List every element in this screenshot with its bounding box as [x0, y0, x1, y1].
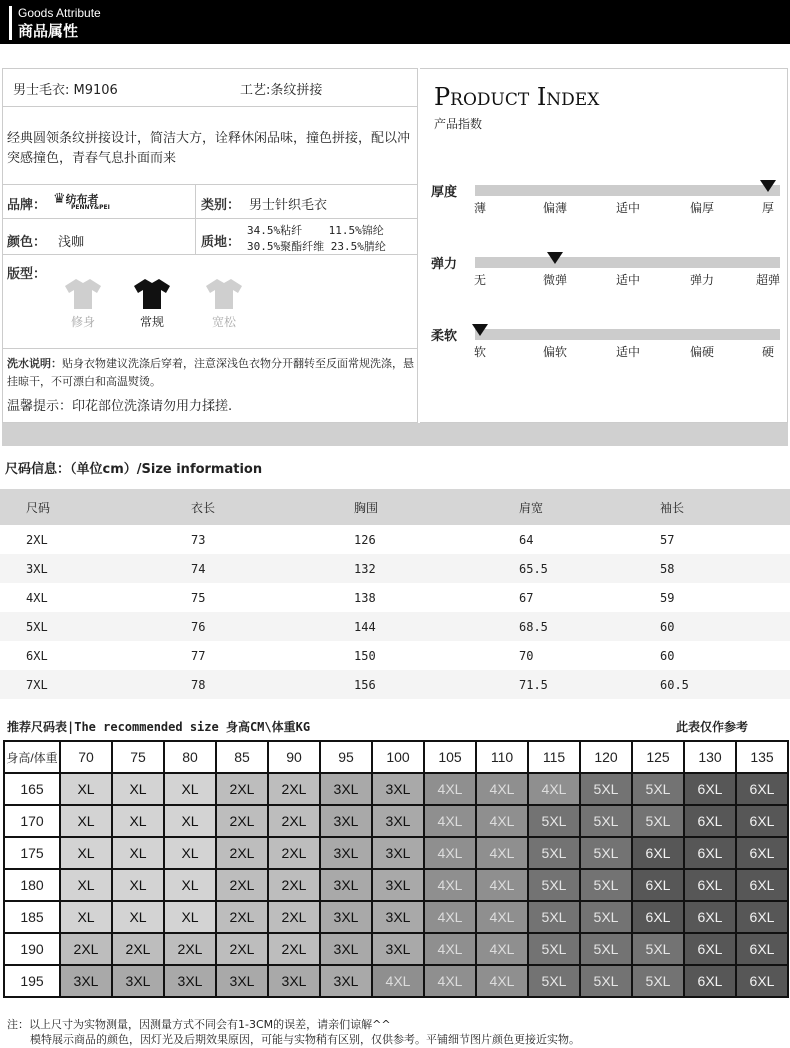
recommend-cell: 5XL — [632, 933, 684, 965]
recommend-cell: 4XL — [424, 773, 476, 805]
recommend-cell: 4XL — [476, 837, 528, 869]
index-tick: 厚 — [761, 201, 775, 215]
size-cell: 64 — [519, 532, 534, 547]
size-table — [0, 489, 790, 699]
table-row — [4, 965, 788, 997]
recommend-cell: 6XL — [684, 805, 736, 837]
size-cell: 144 — [330, 612, 495, 641]
weight-header: 120 — [580, 741, 632, 773]
recommend-cell: XL — [60, 837, 112, 869]
product-index-subtitle: 产品指数 — [434, 117, 483, 131]
index-tick: 软 — [473, 345, 487, 359]
recommend-cell: 3XL — [372, 837, 424, 869]
table-row — [0, 554, 790, 583]
size-cell: 3XL — [0, 554, 165, 583]
recommend-cell: 5XL — [632, 965, 684, 997]
index-tick: 微弹 — [542, 273, 568, 287]
table-row — [0, 612, 790, 641]
recommend-cell: 4XL — [372, 965, 424, 997]
recommend-cell: 6XL — [684, 869, 736, 901]
recommend-cell: XL — [112, 773, 164, 805]
recommend-cell: 5XL — [580, 933, 632, 965]
index-label-0: 厚度 — [431, 185, 458, 200]
recommend-cell: 3XL — [372, 805, 424, 837]
recommend-cell: 4XL — [424, 901, 476, 933]
height-header: 175 — [4, 837, 60, 869]
recommend-cell: 5XL — [632, 773, 684, 805]
recommend-cell: 2XL — [216, 773, 268, 805]
recommend-cell: 3XL — [372, 933, 424, 965]
product-index-panel — [420, 68, 788, 423]
section-header — [0, 0, 790, 44]
weight-header: 70 — [60, 741, 112, 773]
recommend-cell: 6XL — [736, 805, 788, 837]
table-row — [0, 583, 790, 612]
height-header: 170 — [4, 805, 60, 837]
recommend-cell: 5XL — [580, 965, 632, 997]
size-cell: 2XL — [26, 532, 48, 547]
recommend-cell: 3XL — [60, 965, 112, 997]
material-line-1: 34.5%粘纤 11.5%锦纶 — [247, 224, 384, 237]
index-tick: 超弹 — [755, 273, 781, 287]
index-marker-icon — [547, 252, 563, 264]
weight-header: 95 — [320, 741, 372, 773]
recommend-cell: 6XL — [736, 933, 788, 965]
recommend-cell: 5XL — [528, 837, 580, 869]
recommend-cell: 4XL — [476, 773, 528, 805]
size-info-title: 尺码信息：（单位cm）/Size information — [5, 462, 263, 477]
weight-header: 100 — [372, 741, 424, 773]
size-cell: 71.5 — [495, 670, 660, 699]
recommend-title: 推荐尺码表|The recommended size 身高CM\体重KG — [7, 720, 311, 734]
size-cell: 59 — [660, 590, 675, 605]
height-header: 185 — [4, 901, 60, 933]
recommend-cell: 5XL — [528, 869, 580, 901]
recommend-cell: 6XL — [632, 869, 684, 901]
recommend-cell: 2XL — [216, 933, 268, 965]
recommend-cell: 6XL — [736, 773, 788, 805]
fit-row — [3, 255, 417, 349]
index-track-0 — [475, 185, 780, 196]
tshirt-icon — [132, 277, 172, 311]
index-tick: 适中 — [615, 273, 641, 287]
recommend-cell: 6XL — [684, 837, 736, 869]
recommend-cell: 6XL — [632, 837, 684, 869]
size-cell: 77 — [191, 648, 206, 663]
size-cell: 58 — [660, 554, 790, 583]
index-marker-icon — [472, 324, 488, 336]
recommend-cell: 4XL — [424, 965, 476, 997]
recommend-cell: 4XL — [476, 933, 528, 965]
size-cell: 76 — [165, 612, 330, 641]
product-craft: 工艺:条纹拼接 — [240, 83, 323, 98]
recommend-cell: XL — [60, 869, 112, 901]
index-tick: 弹力 — [689, 273, 715, 287]
size-cell: 150 — [354, 648, 376, 663]
logo-glyph-icon: ♛ — [53, 191, 66, 207]
recommend-cell: 3XL — [320, 965, 372, 997]
recommend-cell: 3XL — [320, 805, 372, 837]
recommend-cell: 6XL — [684, 901, 736, 933]
index-label-2: 柔软 — [431, 329, 458, 344]
recommend-cell: 4XL — [476, 805, 528, 837]
tshirt-icon — [63, 277, 103, 311]
size-cell: 4XL — [26, 590, 48, 605]
recommend-cell: 3XL — [372, 901, 424, 933]
size-cell: 60.5 — [660, 670, 790, 699]
recommend-cell: 3XL — [320, 773, 372, 805]
table-row — [4, 837, 788, 869]
header-accent-bar — [9, 6, 12, 40]
recommend-cell: 3XL — [372, 869, 424, 901]
brand-row — [3, 185, 417, 219]
recommend-cell: 4XL — [476, 965, 528, 997]
index-tick: 偏软 — [542, 345, 568, 359]
color-value: 浅咖 — [58, 235, 85, 250]
recommend-cell: 4XL — [424, 869, 476, 901]
recommend-cell: 4XL — [424, 805, 476, 837]
index-tick: 硬 — [761, 345, 775, 359]
index-tick: 适中 — [615, 201, 641, 215]
note-line-1: 注：以上尺寸为实物测量，因测量方式不同会有1-3CM的误差，请亲们谅解^^ — [7, 1018, 391, 1031]
recommend-cell: 3XL — [320, 837, 372, 869]
description-row — [3, 107, 417, 185]
size-cell: 57 — [660, 532, 675, 547]
recommend-cell: 4XL — [424, 837, 476, 869]
recommend-cell: XL — [164, 869, 216, 901]
table-row — [4, 741, 788, 773]
height-header: 180 — [4, 869, 60, 901]
recommend-cell: 5XL — [580, 901, 632, 933]
table-row — [4, 773, 788, 805]
category-value: 男士针织毛衣 — [249, 198, 328, 213]
fit-loose: 宽松 — [203, 277, 245, 330]
recommend-cell: 3XL — [320, 869, 372, 901]
size-cell: 138 — [354, 590, 376, 605]
material-label: 质地： — [201, 235, 241, 250]
size-cell: 68.5 — [495, 612, 660, 641]
recommend-cell: 6XL — [632, 901, 684, 933]
header-title-cn: 商品属性 — [18, 22, 79, 40]
recommend-cell: 2XL — [268, 837, 320, 869]
attribute-panel — [2, 68, 418, 423]
color-label: 颜色： — [7, 235, 47, 250]
table-row — [0, 670, 790, 699]
material-line-2: 30.5%聚酯纤维 23.5%腈纶 — [247, 240, 386, 253]
size-cell: 78 — [165, 670, 330, 699]
recommend-cell: 2XL — [112, 933, 164, 965]
index-track-1 — [475, 257, 780, 268]
size-header-cell: 衣长 — [165, 489, 330, 525]
recommend-cell: 5XL — [528, 933, 580, 965]
recommend-cell: 3XL — [320, 901, 372, 933]
size-cell: 7XL — [0, 670, 165, 699]
recommend-cell: 3XL — [320, 933, 372, 965]
size-cell: 132 — [330, 554, 495, 583]
weight-header: 130 — [684, 741, 736, 773]
index-label-1: 弹力 — [431, 257, 458, 272]
size-cell: 6XL — [26, 648, 48, 663]
recommend-cell: XL — [164, 901, 216, 933]
size-cell: 5XL — [0, 612, 165, 641]
name-row — [3, 69, 417, 107]
recommend-cell: XL — [60, 773, 112, 805]
recommend-cell: 2XL — [216, 901, 268, 933]
recommend-cell: 4XL — [528, 773, 580, 805]
recommend-cell: 4XL — [424, 933, 476, 965]
recommend-cell: 3XL — [112, 965, 164, 997]
brand-label: 品牌： — [7, 198, 47, 213]
recommend-cell: XL — [112, 805, 164, 837]
category-label: 类别： — [201, 198, 241, 213]
recommend-cell: XL — [164, 805, 216, 837]
recommend-cell: 2XL — [268, 805, 320, 837]
table-row — [0, 641, 790, 670]
recommend-reference: 此表仅作参考 — [676, 720, 749, 734]
height-header: 165 — [4, 773, 60, 805]
recommend-cell: XL — [60, 805, 112, 837]
recommend-cell: 2XL — [268, 901, 320, 933]
size-cell: 60 — [660, 648, 675, 663]
index-track-2 — [475, 329, 780, 340]
size-cell: 74 — [165, 554, 330, 583]
header-title-en: Goods Attribute — [18, 6, 101, 20]
recommend-cell: 5XL — [528, 805, 580, 837]
recommend-cell: XL — [112, 901, 164, 933]
index-marker-icon — [760, 180, 776, 192]
fit-label: 版型： — [7, 267, 47, 282]
recommend-cell: 2XL — [216, 805, 268, 837]
size-cell: 67 — [519, 590, 534, 605]
size-cell: 156 — [330, 670, 495, 699]
index-tick: 偏薄 — [542, 201, 568, 215]
recommend-corner: 身高/体重 — [4, 741, 60, 773]
recommend-cell: 6XL — [684, 933, 736, 965]
recommend-cell: 5XL — [580, 837, 632, 869]
weight-header: 135 — [736, 741, 788, 773]
product-index-title: Product Index — [434, 83, 600, 111]
recommend-cell: XL — [60, 901, 112, 933]
recommend-cell: 3XL — [268, 965, 320, 997]
note-line-2: 模特展示商品的颜色，因灯光及后期效果原因，可能与实物稍有区别，仅供参考。平铺细节图片颜色更接近实物。 — [30, 1033, 580, 1046]
wash-instructions: 洗水说明：贴身衣物建议洗涤后穿着，注意深浅色衣物分开翻转至反面常规洗涤，悬挂晾干，不可漂白和高温熨烫。 — [7, 357, 414, 388]
recommend-cell: 5XL — [632, 805, 684, 837]
product-description: 经典圆领条纹拼接设计，简洁大方，诠释休闲品味，撞色拼接，配以冲突感撞色，青春气息扑面而来 — [7, 131, 411, 166]
index-tick: 偏厚 — [689, 201, 715, 215]
weight-header: 85 — [216, 741, 268, 773]
table-row — [4, 933, 788, 965]
table-row — [4, 869, 788, 901]
tshirt-icon — [204, 277, 244, 311]
size-cell: 65.5 — [495, 554, 660, 583]
recommend-cell: 2XL — [268, 933, 320, 965]
weight-header: 75 — [112, 741, 164, 773]
index-tick: 偏硬 — [689, 345, 715, 359]
weight-header: 105 — [424, 741, 476, 773]
recommend-cell: 3XL — [372, 773, 424, 805]
recommend-cell: 4XL — [476, 869, 528, 901]
fit-slim: 修身 — [62, 277, 104, 330]
size-header-cell: 肩宽 — [495, 489, 660, 525]
table-row — [4, 901, 788, 933]
recommend-cell: 6XL — [736, 901, 788, 933]
recommend-cell: 6XL — [736, 869, 788, 901]
fit-regular: 常规 — [131, 277, 173, 330]
recommend-table — [3, 740, 789, 998]
recommend-cell: 6XL — [684, 773, 736, 805]
wash-tip: 温馨提示：印花部位洗涤请勿用力揉搓. — [7, 399, 233, 414]
recommend-cell: 6XL — [736, 965, 788, 997]
recommend-cell: XL — [164, 837, 216, 869]
weight-header: 110 — [476, 741, 528, 773]
recommend-cell: 2XL — [216, 869, 268, 901]
height-header: 190 — [4, 933, 60, 965]
recommend-cell: 5XL — [528, 965, 580, 997]
recommend-cell: 6XL — [684, 965, 736, 997]
index-tick: 无 — [473, 273, 487, 287]
recommend-cell: 3XL — [216, 965, 268, 997]
index-tick: 适中 — [615, 345, 641, 359]
divider-bar — [2, 423, 788, 446]
weight-header: 90 — [268, 741, 320, 773]
size-cell: 60 — [660, 612, 790, 641]
recommend-cell: 2XL — [216, 837, 268, 869]
size-header-cell: 袖长 — [660, 489, 790, 525]
recommend-cell: XL — [164, 773, 216, 805]
recommend-cell: 5XL — [580, 773, 632, 805]
recommend-cell: 5XL — [580, 805, 632, 837]
weight-header: 80 — [164, 741, 216, 773]
recommend-cell: 2XL — [60, 933, 112, 965]
size-header-cell: 尺码 — [0, 489, 165, 525]
recommend-cell: XL — [112, 869, 164, 901]
size-header-cell: 胸围 — [330, 489, 495, 525]
brand-logo: ♛纺布者 PENNY&PEI — [53, 191, 110, 211]
weight-header: 125 — [632, 741, 684, 773]
size-cell: 70 — [519, 648, 534, 663]
index-tick: 薄 — [473, 201, 487, 215]
recommend-cell: 6XL — [736, 837, 788, 869]
recommend-cell: XL — [112, 837, 164, 869]
size-cell: 73 — [191, 532, 206, 547]
weight-header: 115 — [528, 741, 580, 773]
size-cell: 126 — [354, 532, 376, 547]
height-header: 195 — [4, 965, 60, 997]
recommend-cell: 4XL — [476, 901, 528, 933]
size-cell: 75 — [191, 590, 206, 605]
recommend-cell: 5XL — [580, 869, 632, 901]
recommend-cell: 3XL — [164, 965, 216, 997]
recommend-cell: 5XL — [528, 901, 580, 933]
recommend-cell: 2XL — [268, 869, 320, 901]
table-row — [4, 805, 788, 837]
recommend-cell: 2XL — [164, 933, 216, 965]
recommend-cell: 2XL — [268, 773, 320, 805]
product-name: 男士毛衣: M9106 — [13, 83, 118, 98]
table-row — [0, 525, 790, 554]
color-row — [3, 219, 417, 255]
